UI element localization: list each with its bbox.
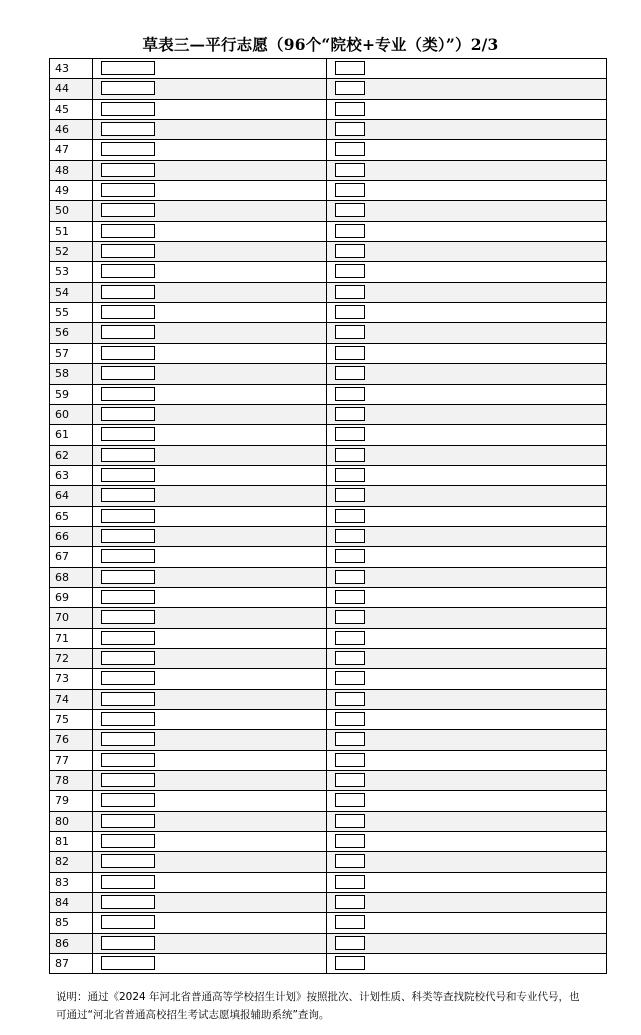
school-code-box[interactable] bbox=[101, 895, 155, 909]
row-number: 84 bbox=[50, 893, 93, 912]
instructions-line-2: 可通过“河北省普通高校招生考试志愿填报辅助系统”查询。 bbox=[56, 1009, 330, 1021]
school-cell bbox=[93, 710, 327, 729]
major-code-box[interactable] bbox=[335, 163, 365, 177]
school-cell bbox=[93, 568, 327, 587]
major-cell bbox=[327, 873, 606, 892]
table-row bbox=[50, 161, 606, 181]
major-cell bbox=[327, 649, 606, 668]
major-cell bbox=[327, 832, 606, 851]
table-row bbox=[50, 405, 606, 425]
major-code-box[interactable] bbox=[335, 651, 365, 665]
school-code-box[interactable] bbox=[101, 305, 155, 319]
row-number: 83 bbox=[50, 873, 93, 892]
table-row bbox=[50, 669, 606, 689]
major-cell bbox=[327, 486, 606, 505]
school-code-box[interactable] bbox=[101, 468, 155, 482]
school-code-box[interactable] bbox=[101, 549, 155, 563]
row-number: 46 bbox=[50, 120, 93, 139]
major-cell bbox=[327, 751, 606, 770]
school-cell bbox=[93, 934, 327, 953]
major-cell bbox=[327, 140, 606, 159]
major-cell bbox=[327, 507, 606, 526]
school-cell bbox=[93, 79, 327, 98]
major-code-box[interactable] bbox=[335, 549, 365, 563]
row-number: 68 bbox=[50, 568, 93, 587]
school-code-box[interactable] bbox=[101, 183, 155, 197]
instructions-note bbox=[56, 988, 622, 1024]
row-number: 52 bbox=[50, 242, 93, 261]
row-number: 66 bbox=[50, 527, 93, 546]
row-number: 61 bbox=[50, 425, 93, 444]
school-code-box[interactable] bbox=[101, 529, 155, 543]
major-code-box[interactable] bbox=[335, 692, 365, 706]
school-code-box[interactable] bbox=[101, 712, 155, 726]
major-cell bbox=[327, 222, 606, 241]
school-code-box[interactable] bbox=[101, 753, 155, 767]
school-cell bbox=[93, 690, 327, 709]
table-row bbox=[50, 59, 606, 79]
major-cell bbox=[327, 79, 606, 98]
school-code-box[interactable] bbox=[101, 732, 155, 746]
school-code-box[interactable] bbox=[101, 671, 155, 685]
row-number: 87 bbox=[50, 954, 93, 973]
school-cell bbox=[93, 486, 327, 505]
school-cell bbox=[93, 771, 327, 790]
school-cell bbox=[93, 181, 327, 200]
row-number: 78 bbox=[50, 771, 93, 790]
row-number: 58 bbox=[50, 364, 93, 383]
row-number: 69 bbox=[50, 588, 93, 607]
row-number: 73 bbox=[50, 669, 93, 688]
major-code-box[interactable] bbox=[335, 427, 365, 441]
major-cell bbox=[327, 771, 606, 790]
school-code-box[interactable] bbox=[101, 509, 155, 523]
major-cell bbox=[327, 405, 606, 424]
major-code-box[interactable] bbox=[335, 570, 365, 584]
school-cell bbox=[93, 425, 327, 444]
row-number: 86 bbox=[50, 934, 93, 953]
major-code-box[interactable] bbox=[335, 671, 365, 685]
instructions-line-1: 说明：通过《2024 年河北省普通高等学校招生计划》按照批次、计划性质、科类等查找院校代号和专业代号，也 bbox=[56, 991, 580, 1003]
major-code-box[interactable] bbox=[335, 773, 365, 787]
school-cell bbox=[93, 323, 327, 342]
table-row bbox=[50, 344, 606, 364]
major-cell bbox=[327, 710, 606, 729]
table-row bbox=[50, 954, 606, 974]
school-code-box[interactable] bbox=[101, 122, 155, 136]
school-code-box[interactable] bbox=[101, 203, 155, 217]
table-row bbox=[50, 629, 606, 649]
table-row bbox=[50, 934, 606, 954]
table-row bbox=[50, 486, 606, 506]
table-row bbox=[50, 568, 606, 588]
row-number: 82 bbox=[50, 852, 93, 871]
row-number: 80 bbox=[50, 812, 93, 831]
school-cell bbox=[93, 588, 327, 607]
school-code-box[interactable] bbox=[101, 793, 155, 807]
major-cell bbox=[327, 608, 606, 627]
table-row bbox=[50, 303, 606, 323]
row-number: 43 bbox=[50, 59, 93, 78]
school-cell bbox=[93, 385, 327, 404]
row-number: 49 bbox=[50, 181, 93, 200]
school-code-box[interactable] bbox=[101, 81, 155, 95]
major-code-box[interactable] bbox=[335, 224, 365, 238]
school-code-box[interactable] bbox=[101, 875, 155, 889]
major-cell bbox=[327, 201, 606, 220]
row-number: 64 bbox=[50, 486, 93, 505]
school-cell bbox=[93, 649, 327, 668]
row-number: 75 bbox=[50, 710, 93, 729]
row-number: 71 bbox=[50, 629, 93, 648]
major-code-box[interactable] bbox=[335, 529, 365, 543]
row-number: 55 bbox=[50, 303, 93, 322]
table-row bbox=[50, 242, 606, 262]
major-cell bbox=[327, 547, 606, 566]
table-row bbox=[50, 608, 606, 628]
table-row bbox=[50, 466, 606, 486]
table-row bbox=[50, 181, 606, 201]
major-cell bbox=[327, 588, 606, 607]
school-cell bbox=[93, 405, 327, 424]
table-row bbox=[50, 730, 606, 750]
major-code-box[interactable] bbox=[335, 81, 365, 95]
table-row bbox=[50, 527, 606, 547]
school-code-box[interactable] bbox=[101, 448, 155, 462]
school-cell bbox=[93, 446, 327, 465]
school-cell bbox=[93, 852, 327, 871]
school-cell bbox=[93, 954, 327, 973]
major-code-box[interactable] bbox=[335, 61, 365, 75]
school-code-box[interactable] bbox=[101, 407, 155, 421]
major-cell bbox=[327, 568, 606, 587]
row-number: 72 bbox=[50, 649, 93, 668]
school-code-box[interactable] bbox=[101, 285, 155, 299]
school-code-box[interactable] bbox=[101, 427, 155, 441]
major-code-box[interactable] bbox=[335, 936, 365, 950]
major-cell bbox=[327, 283, 606, 302]
major-cell bbox=[327, 425, 606, 444]
major-code-box[interactable] bbox=[335, 468, 365, 482]
major-code-box[interactable] bbox=[335, 325, 365, 339]
table-row bbox=[50, 446, 606, 466]
major-cell bbox=[327, 934, 606, 953]
table-row bbox=[50, 140, 606, 160]
major-cell bbox=[327, 852, 606, 871]
school-cell bbox=[93, 527, 327, 546]
major-code-box[interactable] bbox=[335, 122, 365, 136]
major-cell bbox=[327, 344, 606, 363]
school-cell bbox=[93, 262, 327, 281]
row-number: 79 bbox=[50, 791, 93, 810]
school-code-box[interactable] bbox=[101, 61, 155, 75]
table-row bbox=[50, 283, 606, 303]
table-row bbox=[50, 649, 606, 669]
school-code-box[interactable] bbox=[101, 163, 155, 177]
major-code-box[interactable] bbox=[335, 285, 365, 299]
row-number: 60 bbox=[50, 405, 93, 424]
school-cell bbox=[93, 100, 327, 119]
table-row bbox=[50, 507, 606, 527]
major-cell bbox=[327, 262, 606, 281]
major-cell bbox=[327, 120, 606, 139]
school-cell bbox=[93, 303, 327, 322]
school-code-box[interactable] bbox=[101, 102, 155, 116]
row-number: 53 bbox=[50, 262, 93, 281]
school-cell bbox=[93, 669, 327, 688]
school-cell bbox=[93, 608, 327, 627]
major-code-box[interactable] bbox=[335, 264, 365, 278]
school-cell bbox=[93, 893, 327, 912]
major-code-box[interactable] bbox=[335, 753, 365, 767]
row-number: 48 bbox=[50, 161, 93, 180]
school-code-box[interactable] bbox=[101, 773, 155, 787]
row-number: 59 bbox=[50, 385, 93, 404]
school-code-box[interactable] bbox=[101, 814, 155, 828]
row-number: 54 bbox=[50, 283, 93, 302]
major-code-box[interactable] bbox=[335, 631, 365, 645]
school-code-box[interactable] bbox=[101, 387, 155, 401]
school-code-box[interactable] bbox=[101, 610, 155, 624]
school-code-box[interactable] bbox=[101, 651, 155, 665]
major-code-box[interactable] bbox=[335, 346, 365, 360]
major-cell bbox=[327, 954, 606, 973]
major-cell bbox=[327, 323, 606, 342]
school-code-box[interactable] bbox=[101, 325, 155, 339]
table-row bbox=[50, 751, 606, 771]
table-row bbox=[50, 323, 606, 343]
major-cell bbox=[327, 913, 606, 932]
major-cell bbox=[327, 385, 606, 404]
school-cell bbox=[93, 913, 327, 932]
table-row bbox=[50, 79, 606, 99]
school-code-box[interactable] bbox=[101, 264, 155, 278]
major-cell bbox=[327, 242, 606, 261]
major-cell bbox=[327, 690, 606, 709]
row-number: 56 bbox=[50, 323, 93, 342]
row-number: 57 bbox=[50, 344, 93, 363]
row-number: 77 bbox=[50, 751, 93, 770]
school-code-box[interactable] bbox=[101, 142, 155, 156]
school-code-box[interactable] bbox=[101, 834, 155, 848]
table-row bbox=[50, 771, 606, 791]
row-number: 50 bbox=[50, 201, 93, 220]
school-code-box[interactable] bbox=[101, 488, 155, 502]
school-cell bbox=[93, 629, 327, 648]
table-row bbox=[50, 222, 606, 242]
school-cell bbox=[93, 344, 327, 363]
table-row bbox=[50, 832, 606, 852]
major-code-box[interactable] bbox=[335, 448, 365, 462]
row-number: 47 bbox=[50, 140, 93, 159]
row-number: 44 bbox=[50, 79, 93, 98]
major-code-box[interactable] bbox=[335, 102, 365, 116]
major-code-box[interactable] bbox=[335, 875, 365, 889]
table-row bbox=[50, 812, 606, 832]
major-code-box[interactable] bbox=[335, 854, 365, 868]
table-row bbox=[50, 100, 606, 120]
major-cell bbox=[327, 730, 606, 749]
major-cell bbox=[327, 527, 606, 546]
major-cell bbox=[327, 893, 606, 912]
major-cell bbox=[327, 59, 606, 78]
school-cell bbox=[93, 507, 327, 526]
school-cell bbox=[93, 730, 327, 749]
school-code-box[interactable] bbox=[101, 366, 155, 380]
school-cell bbox=[93, 120, 327, 139]
school-cell bbox=[93, 832, 327, 851]
major-code-box[interactable] bbox=[335, 305, 365, 319]
row-number: 70 bbox=[50, 608, 93, 627]
row-number: 81 bbox=[50, 832, 93, 851]
major-code-box[interactable] bbox=[335, 244, 365, 258]
school-cell bbox=[93, 751, 327, 770]
major-code-box[interactable] bbox=[335, 712, 365, 726]
school-code-box[interactable] bbox=[101, 915, 155, 929]
volunteer-form-table bbox=[49, 58, 607, 974]
school-cell bbox=[93, 222, 327, 241]
table-row bbox=[50, 893, 606, 913]
major-cell bbox=[327, 100, 606, 119]
major-code-box[interactable] bbox=[335, 366, 365, 380]
major-code-box[interactable] bbox=[335, 732, 365, 746]
school-cell bbox=[93, 201, 327, 220]
major-cell bbox=[327, 629, 606, 648]
row-number: 65 bbox=[50, 507, 93, 526]
table-row bbox=[50, 791, 606, 811]
table-row bbox=[50, 364, 606, 384]
school-cell bbox=[93, 242, 327, 261]
major-code-box[interactable] bbox=[335, 915, 365, 929]
major-cell bbox=[327, 466, 606, 485]
major-code-box[interactable] bbox=[335, 183, 365, 197]
row-number: 85 bbox=[50, 913, 93, 932]
table-row bbox=[50, 201, 606, 221]
school-code-box[interactable] bbox=[101, 346, 155, 360]
major-code-box[interactable] bbox=[335, 387, 365, 401]
major-code-box[interactable] bbox=[335, 610, 365, 624]
major-code-box[interactable] bbox=[335, 895, 365, 909]
row-number: 51 bbox=[50, 222, 93, 241]
school-code-box[interactable] bbox=[101, 244, 155, 258]
major-cell bbox=[327, 791, 606, 810]
school-cell bbox=[93, 161, 327, 180]
table-row bbox=[50, 588, 606, 608]
school-code-box[interactable] bbox=[101, 956, 155, 970]
table-row bbox=[50, 385, 606, 405]
major-code-box[interactable] bbox=[335, 956, 365, 970]
school-code-box[interactable] bbox=[101, 692, 155, 706]
school-code-box[interactable] bbox=[101, 570, 155, 584]
major-code-box[interactable] bbox=[335, 509, 365, 523]
school-cell bbox=[93, 283, 327, 302]
row-number: 62 bbox=[50, 446, 93, 465]
major-cell bbox=[327, 161, 606, 180]
row-number: 67 bbox=[50, 547, 93, 566]
row-number: 63 bbox=[50, 466, 93, 485]
school-code-box[interactable] bbox=[101, 631, 155, 645]
major-cell bbox=[327, 446, 606, 465]
major-code-box[interactable] bbox=[335, 793, 365, 807]
major-cell bbox=[327, 812, 606, 831]
school-cell bbox=[93, 364, 327, 383]
major-cell bbox=[327, 669, 606, 688]
school-cell bbox=[93, 791, 327, 810]
school-code-box[interactable] bbox=[101, 224, 155, 238]
page-title: 草表三—平行志愿（96个“院校+专业（类）”）2/3 bbox=[142, 35, 499, 54]
school-cell bbox=[93, 873, 327, 892]
major-code-box[interactable] bbox=[335, 834, 365, 848]
major-code-box[interactable] bbox=[335, 590, 365, 604]
table-row bbox=[50, 852, 606, 872]
major-code-box[interactable] bbox=[335, 814, 365, 828]
table-row bbox=[50, 425, 606, 445]
table-row bbox=[50, 690, 606, 710]
row-number: 45 bbox=[50, 100, 93, 119]
school-code-box[interactable] bbox=[101, 936, 155, 950]
table-row bbox=[50, 913, 606, 933]
major-cell bbox=[327, 181, 606, 200]
major-cell bbox=[327, 303, 606, 322]
school-code-box[interactable] bbox=[101, 590, 155, 604]
table-row bbox=[50, 547, 606, 567]
school-cell bbox=[93, 547, 327, 566]
row-number: 74 bbox=[50, 690, 93, 709]
school-cell bbox=[93, 59, 327, 78]
table-row bbox=[50, 120, 606, 140]
major-code-box[interactable] bbox=[335, 203, 365, 217]
school-cell bbox=[93, 140, 327, 159]
major-code-box[interactable] bbox=[335, 488, 365, 502]
major-cell bbox=[327, 364, 606, 383]
table-row bbox=[50, 710, 606, 730]
major-code-box[interactable] bbox=[335, 407, 365, 421]
table-row bbox=[50, 873, 606, 893]
row-number: 76 bbox=[50, 730, 93, 749]
school-cell bbox=[93, 812, 327, 831]
major-code-box[interactable] bbox=[335, 142, 365, 156]
school-cell bbox=[93, 466, 327, 485]
school-code-box[interactable] bbox=[101, 854, 155, 868]
table-row bbox=[50, 262, 606, 282]
